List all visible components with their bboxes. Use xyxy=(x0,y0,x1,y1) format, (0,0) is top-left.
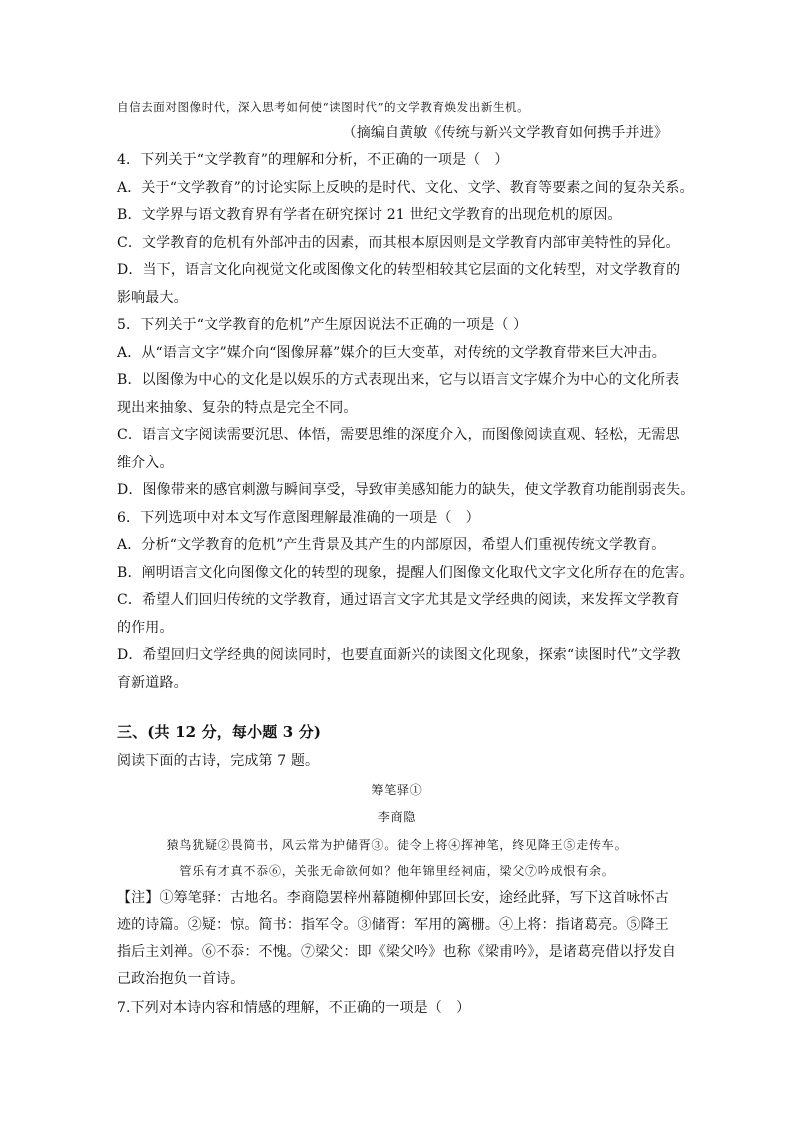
note-line-3: 指后主刘禅。⑥不忝：不愧。⑦梁父：即《梁父吟》也称《梁甫吟》，是诸葛亮借以抒发自 xyxy=(117,944,676,960)
q4-option-d-line1: D．当下，语言文化向视觉文化或图像文化的转型相较其它层面的文化转型，对文学教育的 xyxy=(117,262,681,278)
q5-option-c-line2: 维介入。 xyxy=(117,455,174,471)
q5-stem: 5．下列关于“文学教育的危机”产生原因说法不正确的一项是（ ） xyxy=(117,317,528,333)
q6-option-c-line1: C．希望人们回归传统的文学教育，通过语言文字尤其是文学经典的阅读，来发挥文学教育 xyxy=(117,592,680,608)
poem-title: 筹笔驿① xyxy=(371,783,423,797)
q6-stem: 6．下列选项中对本文写作意图理解最准确的一项是（ ） xyxy=(117,510,480,526)
note-line-2: 迹的诗篇。②疑：惊。简书：指军令。③储胥：军用的篱栅。④上将：指诸葛亮。⑤降王 xyxy=(117,917,669,933)
passage-tail: 自信去面对图像时代，深入思考如何使“读图时代”的文学教育焕发出新生机。 xyxy=(117,100,530,114)
q6-option-b: B．阐明语言文化向图像文化的转型的现象，提醒人们图像文化取代文字文化所存在的危害。 xyxy=(117,565,694,581)
q5-option-c-line1: C．语言文字阅读需要沉思、体悟，需要思维的深度介入，而图像阅读直观、轻松，无需思 xyxy=(117,427,680,443)
poem-line-2: 管乐有才真不忝⑥，关张无命欲何如？他年锦里经祠庙，梁父⑦吟成恨有余。 xyxy=(179,864,615,878)
q5-option-b-line2: 现出来抽象、复杂的特点是完全不同。 xyxy=(117,400,358,416)
note-line-1: 【注】①筹笔驿：古地名。李商隐罢梓州幕随柳仲郢回长安，途经此驿，写下这首咏怀古 xyxy=(117,890,669,906)
q5-option-b-line1: B．以图像为中心的文化是以娱乐的方式表现出来，它与以语言文字媒介为中心的文化所表 xyxy=(117,372,680,388)
section-heading: 三、(共 12 分，每小题 3 分) xyxy=(117,723,322,741)
q6-option-d-line2: 育新道路。 xyxy=(117,675,188,691)
poem-line-1: 猿鸟犹疑②畏简书，风云常为护储胥③。徒令上将④挥神笔，终见降王⑤走传车。 xyxy=(166,838,628,852)
q4-option-b: B．文学界与语文教育界有学者在研究探讨 21 世纪文学教育的出现危机的原因。 xyxy=(117,207,622,223)
q4-stem: 4．下列关于“文学教育”的理解和分析，不正确的一项是（ ） xyxy=(117,152,509,168)
q6-option-d-line1: D．希望回归文学经典的阅读同时，也要直面新兴的读图文化现象，探索“读图时代”文学教 xyxy=(117,647,681,663)
q6-option-a: A．分析“文学教育的危机”产生背景及其产生的内部原因，希望人们重视传统文学教育。 xyxy=(117,537,666,553)
q5-option-d: D．图像带来的感官刺激与瞬间享受，导致审美感知能力的缺失，使文学教育功能削弱丧失。 xyxy=(117,482,695,498)
q4-option-d-line2: 影响最大。 xyxy=(117,290,188,306)
q7-stem: 7.下列对本诗内容和情感的理解，不正确的一项是（ ） xyxy=(117,1000,471,1016)
poem-author: 李商隐 xyxy=(377,810,417,824)
q4-option-a: A．关于“文学教育”的讨论实际上反映的是时代、文化、文学、教育等要素之间的复杂关系。 xyxy=(117,180,694,196)
q6-option-c-line2: 的作用。 xyxy=(117,620,174,636)
passage-source: （摘编自黄敏《传统与新兴文学教育如何携手并进》 xyxy=(342,125,668,141)
q5-option-a: A．从“语言文字”媒介向“图像屏幕”媒介的巨大变革，对传统的文学教育带来巨大冲击。 xyxy=(117,345,666,361)
note-line-4: 己政治抱负一首诗。 xyxy=(117,971,245,987)
q4-option-c: C．文学教育的危机有外部冲击的因素，而其根本原因则是文学教育内部审美特性的异化。 xyxy=(117,235,680,251)
section-instruction: 阅读下面的古诗，完成第 7 题。 xyxy=(117,753,320,769)
